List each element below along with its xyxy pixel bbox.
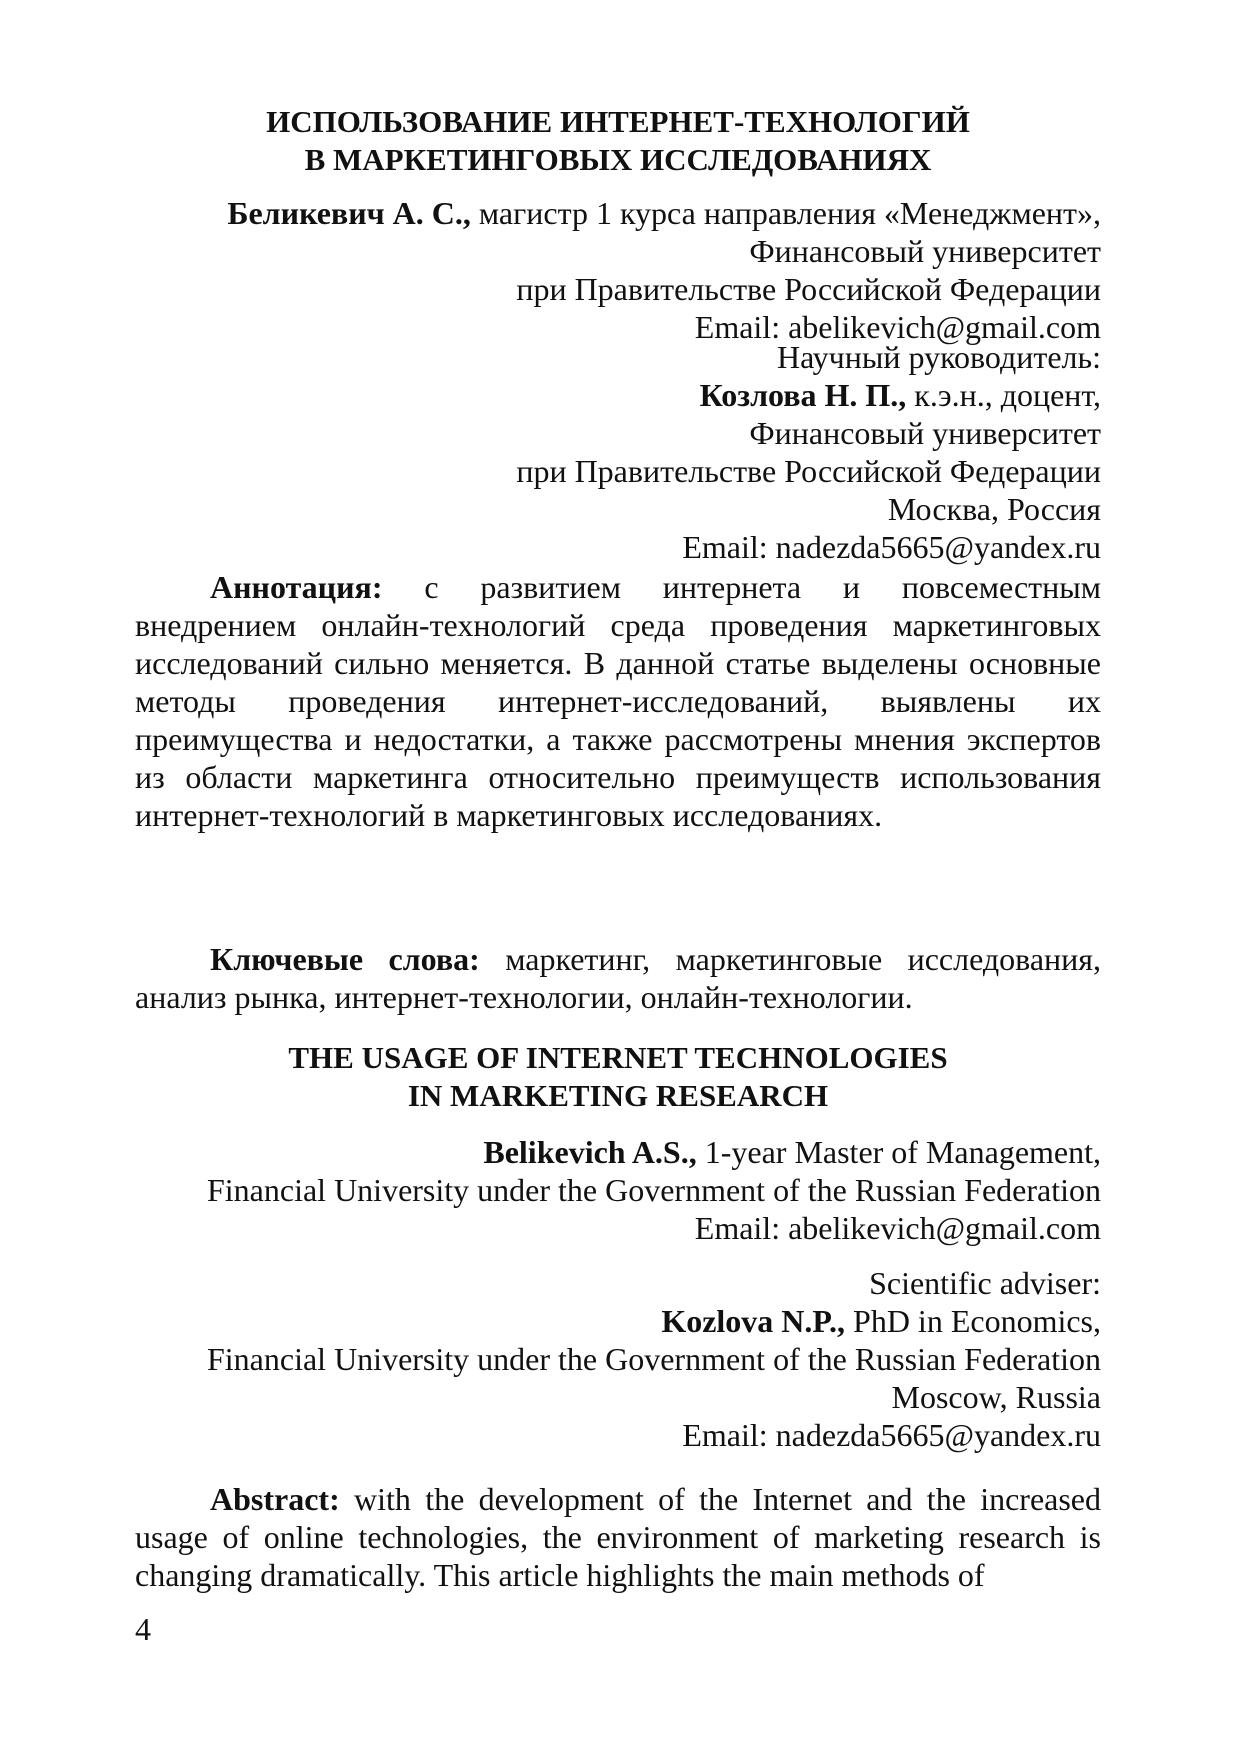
ru-keywords-text: маркетинг, маркетинговые исследования, анализ рынка, интернет-технологии, онлайн-технологии. [135, 941, 1102, 1015]
en-abstract-text: with the development of the Internet and the increased usage of online technologies, the environment of marketing research is changing dramatically. This article highlights the main methods of [135, 1481, 1101, 1593]
en-adviser-city: Moscow, Russia [891, 1379, 1101, 1415]
paper-page [135, 0, 1101, 1754]
ru-title [135, 103, 1101, 179]
ru-author-email: Email: abelikevich@gmail.com [694, 309, 1101, 345]
ru-author-name: Беликевич А. С., [227, 195, 471, 231]
ru-adviser-affiliation-1: Финансовый университет [749, 415, 1101, 451]
en-author-block [135, 1133, 1101, 1247]
ru-keywords [135, 940, 1101, 1016]
en-adviser-line [135, 1302, 1101, 1340]
ru-adviser-city: Москва, Россия [887, 491, 1101, 527]
en-author-email: Email: abelikevich@gmail.com [694, 1210, 1101, 1246]
ru-abstract-text: с развитием интернета и повсеместным внедрением онлайн-технологий среда проведения маркетинговых исследований сильно меняется. В данной статье выделены основные методы проведения интернет-исследований, выявлены их преимущества и недостатки, а также рассмотрены мнения экспертов из области маркетинга относительно преимуществ использования интернет-технологий в маркетинговых исследованиях. [135, 569, 1101, 833]
en-adviser-degree: PhD in Economics, [845, 1303, 1101, 1339]
en-adviser-block [135, 1264, 1101, 1454]
en-title [135, 1039, 1101, 1115]
en-abstract-label: Abstract: [210, 1481, 340, 1517]
en-adviser-affiliation: Financial University under the Government of the Russian Federation [206, 1341, 1101, 1377]
ru-adviser-affiliation-2: при Правительстве Российской Федерации [516, 453, 1101, 489]
en-author-line-1 [135, 1133, 1101, 1171]
ru-adviser-label: Научный руководитель: [776, 339, 1101, 375]
en-author-name: Belikevich A.S., [483, 1134, 697, 1170]
ru-keywords-label: Ключевые слова: [210, 941, 480, 977]
ru-adviser-name: Козлова Н. П., [699, 377, 907, 413]
en-title-line-1: THE USAGE OF INTERNET TECHNOLOGIES [288, 1040, 948, 1075]
en-author-affiliation: Financial University under the Government of the Russian Federation [206, 1172, 1101, 1208]
en-adviser-name: Kozlova N.P., [661, 1303, 846, 1339]
ru-author-line-1 [135, 194, 1101, 232]
en-author-degree: 1-year Master of Management, [696, 1134, 1101, 1170]
ru-author-affiliation-2: при Правительстве Российской Федерации [516, 271, 1101, 307]
ru-adviser-degree: к.э.н., доцент, [906, 377, 1101, 413]
en-adviser-email: Email: nadezda5665@yandex.ru [682, 1417, 1101, 1453]
ru-adviser-email: Email: nadezda5665@yandex.ru [682, 529, 1101, 565]
ru-title-line-2: В МАРКЕТИНГОВЫХ ИССЛЕДОВАНИЯХ [304, 142, 932, 177]
ru-author-block [135, 194, 1101, 346]
ru-adviser-line [135, 376, 1101, 414]
ru-author-affiliation-1: Финансовый университет [749, 233, 1101, 269]
en-title-line-2: IN MARKETING RESEARCH [407, 1078, 829, 1113]
ru-adviser-block [135, 338, 1101, 566]
page-number: 4 [135, 1611, 151, 1647]
en-adviser-label: Scientific adviser: [869, 1265, 1101, 1301]
ru-abstract-label: Аннотация: [210, 569, 383, 605]
ru-title-line-1: ИСПОЛЬЗОВАНИЕ ИНТЕРНЕТ-ТЕХНОЛОГИЙ [266, 104, 970, 139]
ru-author-degree: магистр 1 курса направления «Менеджмент», [470, 195, 1101, 231]
en-abstract [135, 1480, 1101, 1594]
ru-abstract [135, 568, 1101, 834]
